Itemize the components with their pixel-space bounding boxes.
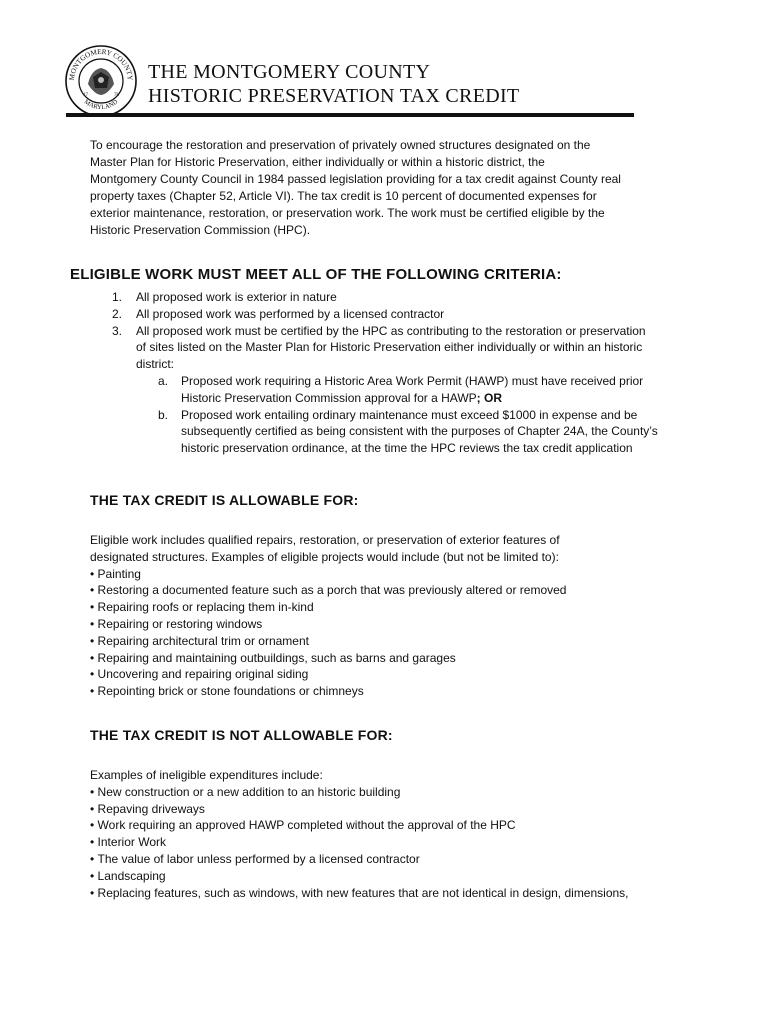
list-item: • Repairing roofs or replacing them in-kind xyxy=(90,599,690,616)
list-item: • Interior Work xyxy=(90,834,690,851)
list-item: • Painting xyxy=(90,566,690,583)
title-line-2: HISTORIC PRESERVATION TAX CREDIT xyxy=(148,85,520,107)
criteria-text: All proposed work must be certified by the HPC as contributing to the restoration or preservation xyxy=(136,323,646,338)
list-item: • Uncovering and repairing original siding xyxy=(90,666,690,683)
seal-text-bottom: MARYLAND xyxy=(82,98,120,112)
list-item: • Replacing features, such as windows, with new features that are not identical in design, dimensions, xyxy=(90,885,690,902)
header-divider xyxy=(66,113,634,117)
intro-line: Historic Preservation Commission (HPC). xyxy=(90,223,311,237)
sub-item-letter: b. xyxy=(158,407,169,422)
criteria-text: All proposed work is exterior in nature xyxy=(136,290,337,304)
criteria-item xyxy=(112,323,690,373)
list-item: • Restoring a documented feature such as a porch that was previously altered or removed xyxy=(90,582,690,599)
seal-year-right: 76 xyxy=(114,93,119,98)
seal-year-left: 17 xyxy=(83,93,88,98)
criteria-number: 3. xyxy=(112,323,123,338)
criteria-sub-item xyxy=(158,407,690,457)
allowable-intro: Eligible work includes qualified repairs, restoration, or preservation of exterior features of xyxy=(90,533,560,547)
sub-item-letter: a. xyxy=(158,373,169,388)
intro-line: Master Plan for Historic Preservation, either individually or within a historic district, the xyxy=(90,155,545,169)
list-item: • Repointing brick or stone foundations or chimneys xyxy=(90,683,690,700)
list-item: • The value of labor unless performed by a licensed contractor xyxy=(90,851,690,868)
criteria-sub-item xyxy=(158,373,690,407)
not-allowable-list xyxy=(90,784,690,902)
document-header xyxy=(64,44,644,124)
document-title xyxy=(148,60,519,108)
intro-paragraph xyxy=(90,137,690,239)
criteria-text: of sites listed on the Master Plan for Historic Preservation either individually or within an historic xyxy=(136,340,643,355)
intro-line: Montgomery County Council in 1984 passed legislation providing for a tax credit against County real xyxy=(90,172,621,186)
sub-item-text: Proposed work entailing ordinary maintenance must exceed $1000 in expense and be xyxy=(181,407,638,422)
list-item: • New construction or a new addition to an historic building xyxy=(90,784,690,801)
list-item: • Landscaping xyxy=(90,868,690,885)
intro-line: To encourage the restoration and preservation of privately owned structures designated on the xyxy=(90,138,591,152)
list-item: • Repaving driveways xyxy=(90,801,690,818)
list-item: • Repairing or restoring windows xyxy=(90,616,690,633)
sub-item-text: subsequently certified as being consistent with the purposes of Chapter 24A, the County’s xyxy=(181,424,658,439)
not-allowable-intro: Examples of ineligible expenditures include: xyxy=(90,768,323,782)
criteria-heading: ELIGIBLE WORK MUST MEET ALL OF THE FOLLOWING CRITERIA: xyxy=(70,266,562,283)
title-line-1: THE MONTGOMERY COUNTY xyxy=(148,61,431,83)
sub-item-text: Proposed work requiring a Historic Area Work Permit (HAWP) must have received prior xyxy=(181,373,644,388)
allowable-section xyxy=(90,532,690,700)
sub-item-text: historic preservation ordinance, at the time the HPC reviews the tax credit application xyxy=(181,441,633,456)
sub-item-text: Historic Preservation Commission approval for a HAWP xyxy=(181,390,477,405)
criteria-item xyxy=(112,306,690,323)
county-seal-logo xyxy=(64,44,138,118)
list-item: • Repairing and maintaining outbuildings, such as barns and garages xyxy=(90,650,690,667)
criteria-text: All proposed work was performed by a licensed contractor xyxy=(136,306,445,321)
svg-text:MARYLAND xyxy=(83,98,120,111)
criteria-item xyxy=(112,289,690,306)
list-item: • Work requiring an approved HAWP completed without the approval of the HPC xyxy=(90,817,690,834)
criteria-text: district: xyxy=(136,357,175,372)
criteria-list xyxy=(112,289,690,457)
intro-line: exterior maintenance, restoration, or preservation work. The work must be certified eligible by the xyxy=(90,206,605,220)
criteria-number: 1. xyxy=(112,290,123,304)
seal-text-top: MONTGOMERY COUNTY xyxy=(67,47,135,81)
not-allowable-section xyxy=(90,767,690,901)
intro-line: property taxes (Chapter 52, Article VI). The tax credit is 10 percent of documented expenses for xyxy=(90,189,597,203)
list-item: • Repairing architectural trim or ornament xyxy=(90,633,690,650)
not-allowable-heading: THE TAX CREDIT IS NOT ALLOWABLE FOR: xyxy=(90,727,393,743)
criteria-number: 2. xyxy=(112,306,123,321)
allowable-list xyxy=(90,566,690,700)
sub-item-or: ; OR xyxy=(476,390,502,405)
allowable-intro: designated structures. Examples of eligible projects would include (but not be limited to): xyxy=(90,549,559,564)
allowable-heading: THE TAX CREDIT IS ALLOWABLE FOR: xyxy=(90,492,359,508)
